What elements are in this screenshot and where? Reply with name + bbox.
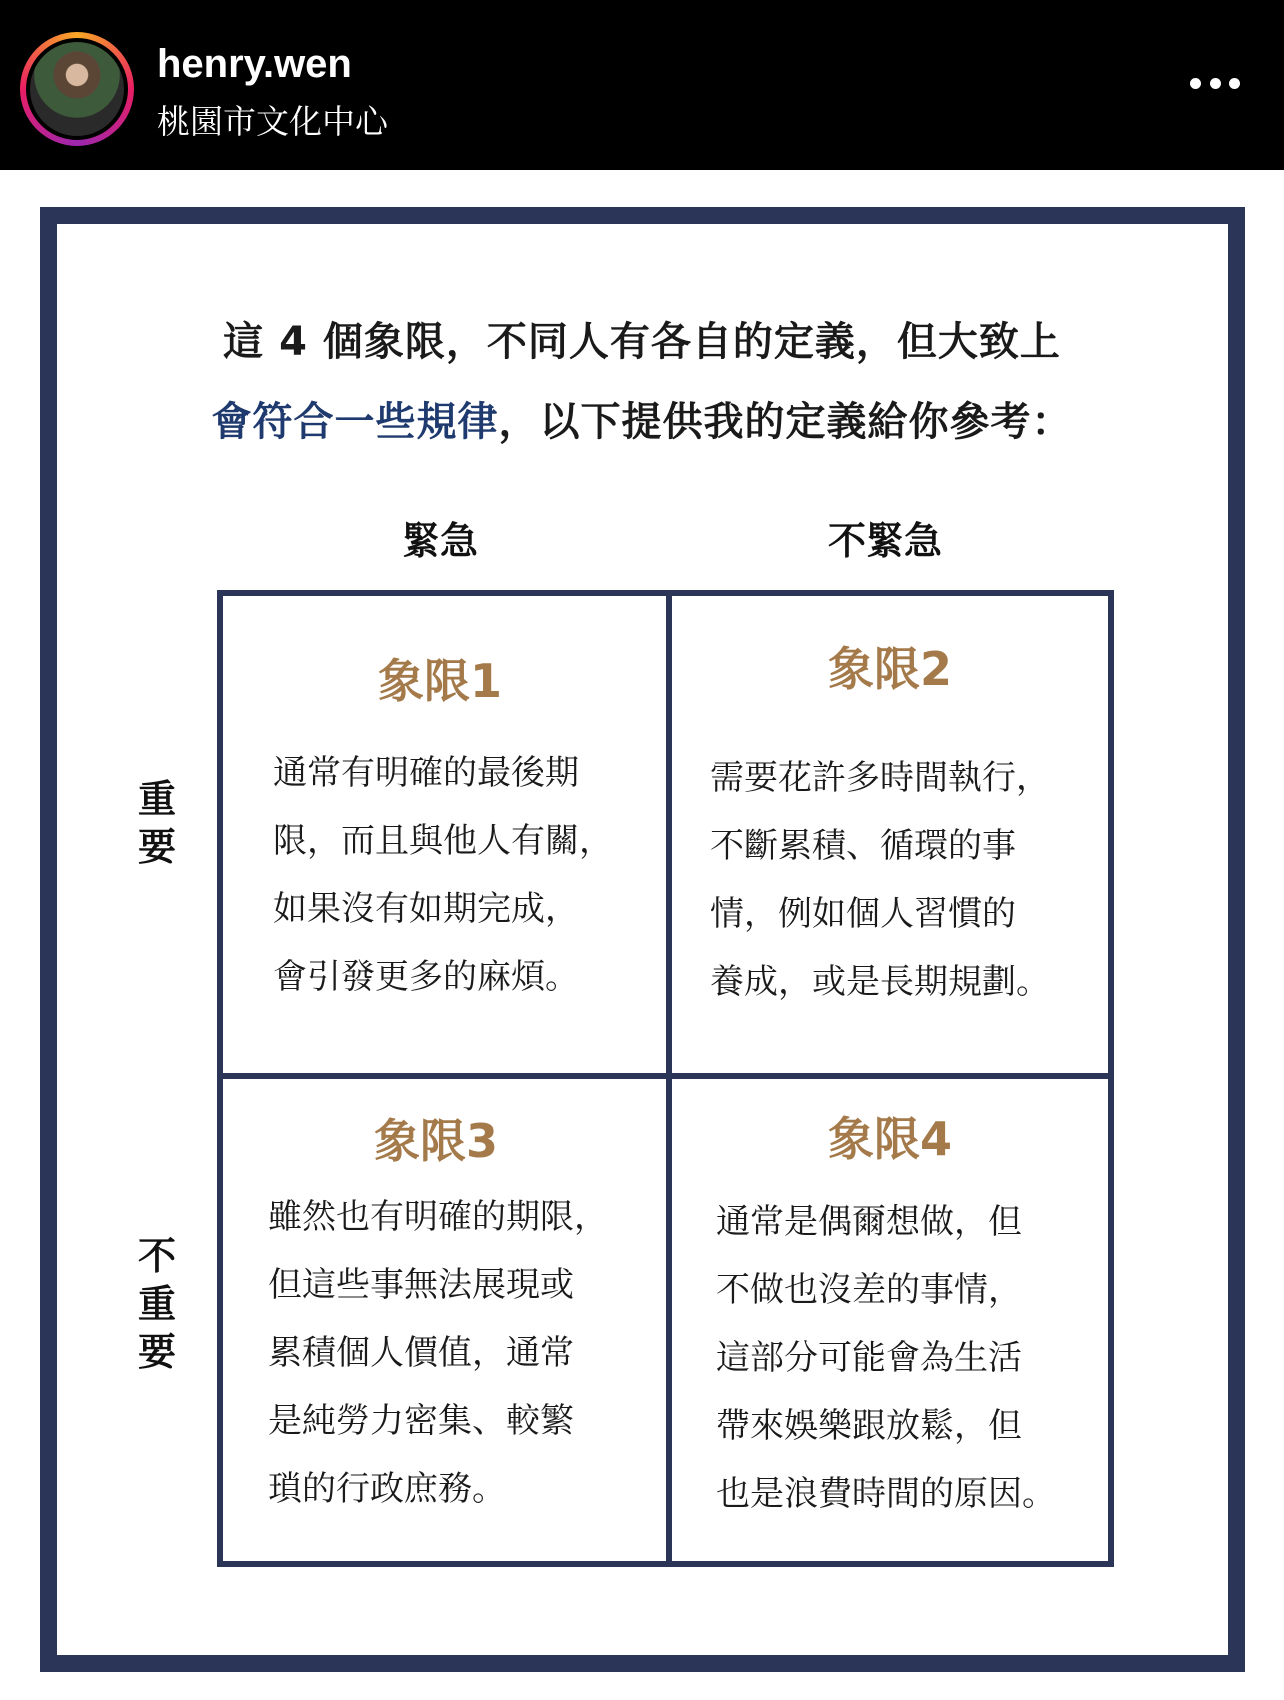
- row-header-char: 要: [137, 825, 176, 869]
- more-options-icon[interactable]: [1190, 78, 1240, 90]
- quadrant-1-title: 象限1: [377, 654, 502, 708]
- intro-highlight: 會符合一些規律: [211, 399, 499, 445]
- quadrant-1-text: 通常有明確的最後期 限，而且與他人有關， 如果沒有如期完成， 會引發更多的麻煩。: [273, 753, 613, 997]
- column-header-urgent: 緊急: [401, 519, 478, 563]
- row-header-char: 要: [137, 1330, 176, 1374]
- quadrant-2-text: 需要花許多時間執行， 不斷累積、循環的事 情，例如個人習慣的 養成，或是長期規劃。: [710, 758, 1050, 1002]
- username[interactable]: henry.wen: [157, 42, 352, 86]
- quadrant-3-text: 雖然也有明確的期限， 但這些事無法展現或 累積個人價值，通常 是純勞力密集、較繁 瑣的行政庶務。: [268, 1197, 608, 1509]
- quadrant-4-title: 象限4: [827, 1112, 952, 1166]
- quadrant-3-title: 象限3: [373, 1114, 498, 1168]
- grid-divider-horizontal: [223, 1073, 1108, 1079]
- post-header: [0, 0, 1284, 170]
- location-label[interactable]: 桃園市文化中心: [157, 102, 388, 141]
- story-ring[interactable]: [20, 32, 134, 146]
- intro-line-2: [0, 390, 1284, 447]
- row-header-char: 重: [137, 1282, 176, 1326]
- quadrant-4-text: 通常是偶爾想做，但 不做也沒差的事情， 這部分可能會為生活 帶來娛樂跟放鬆，但 也是浪費時間的原因。: [716, 1202, 1056, 1514]
- avatar[interactable]: [26, 38, 128, 140]
- intro-line-2-rest: ，以下提供我的定義給你參考：: [498, 399, 1073, 445]
- row-header-not-important: [132, 1232, 182, 1376]
- column-header-not-urgent: 不緊急: [827, 519, 942, 563]
- quadrant-2-title: 象限2: [827, 642, 952, 696]
- row-header-important: [132, 775, 182, 871]
- intro-line-1: 這 4 個象限，不同人有各自的定義，但大致上: [223, 319, 1061, 365]
- row-header-char: 重: [137, 777, 176, 821]
- row-header-char: 不: [137, 1234, 176, 1278]
